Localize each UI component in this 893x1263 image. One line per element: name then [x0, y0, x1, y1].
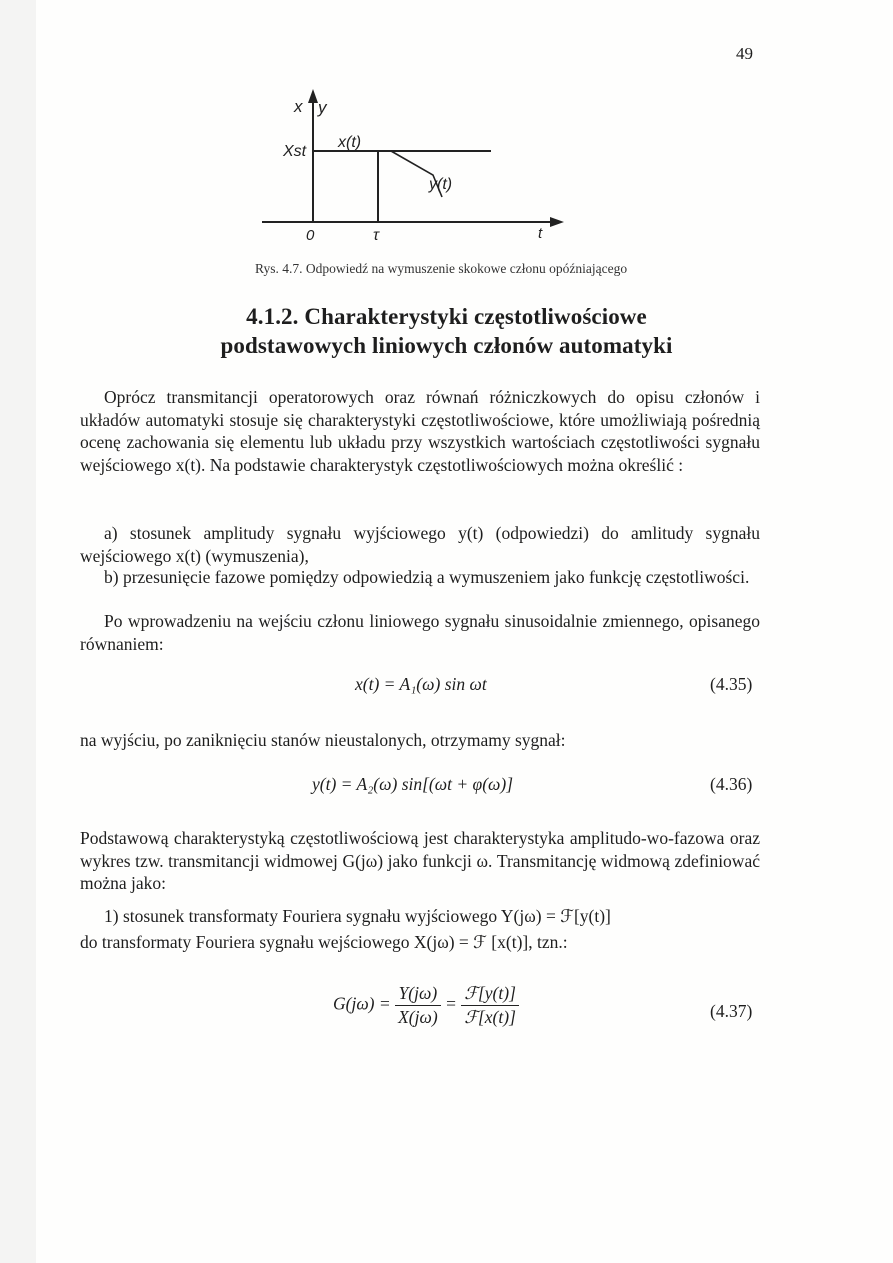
paragraph-spectral-transmittance: Podstawową charakterystyką częstotliwościową jest charakterystyka amplitudo-wo-fazowa oraz wykres tzw. transmitancji widmowej G(jω) jako funkcji ω. Transmitancję widmową zdefiniować można jako: [80, 828, 760, 894]
section-heading-line-1: 4.1.2. Charakterystyki częstotliwościowe [246, 304, 647, 329]
equation-4-37 [333, 983, 519, 1028]
eq-4-37-num-1: Y(jω) [395, 983, 441, 1006]
section-heading-line-2: podstawowych liniowych członów automatyki [220, 333, 673, 358]
list-item-1-line-1: 1) stosunek transformaty Fouriera sygnału wyjściowego Y(jω) = ℱ[y(t)] [104, 906, 611, 926]
list-item-1-line-2: do transformaty Fouriera sygnału wejściowego X(jω) = ℱ [x(t)], tzn.: [80, 932, 568, 952]
y-axis-arrow [308, 89, 318, 103]
eq-4-37-fraction-1 [395, 983, 441, 1028]
eq-4-37-den-2: ℱ[x(t)] [464, 1007, 516, 1027]
label-t: t [538, 225, 543, 242]
label-xt: x(t) [338, 134, 362, 151]
eq-4-37-equals: = [445, 993, 457, 1014]
label-y: y [318, 98, 327, 117]
label-yt: y(t) [429, 176, 453, 193]
list-item-a: a) stosunek amplitudy sygnału wyjściowego y(t) (odpowiedzi) do amlitudy sygnału wejściowego x(t) (wymuszenia), [80, 523, 760, 566]
eq-4-37-num-2: ℱ[y(t)] [461, 983, 519, 1006]
equation-number-4-37: (4.37) [710, 1001, 753, 1021]
eq-4-37-lhs: G(jω) = [333, 993, 391, 1014]
label-zero: 0 [306, 227, 315, 244]
paragraph-intro: Oprócz transmitancji operatorowych oraz równań różniczkowych do opisu członów i układów automatyki stosuje się charakterystyki częstotliwościowe, które umożliwiają pośrednią ocenę zachowania się elementu lub układu przy wszystkich wartościach częstotliwości sygnału wejściowego x(t). Na podstawie charakterystyk częstotliwościowych można określić : [80, 387, 760, 475]
equation-4-35: x(t) = A₁(ω) sin ωt [355, 674, 487, 694]
paragraph-output-signal: na wyjściu, po zaniknięciu stanów nieustalonych, otrzymamy sygnał: [80, 730, 566, 750]
equation-number-4-35: (4.35) [710, 674, 753, 694]
x-axis-arrow [550, 217, 564, 227]
list-item-b: b) przesunięcie fazowe pomiędzy odpowiedzią a wymuszeniem jako funkcję częstotliwości. [104, 567, 750, 587]
page-number: 49 [736, 44, 753, 63]
figure-caption: Rys. 4.7. Odpowiedź na wymuszenie skokowe członu opóźniającego [255, 261, 628, 276]
label-tau: τ [373, 227, 379, 244]
label-x: x [294, 97, 303, 116]
paragraph-input-signal: Po wprowadzeniu na wejściu członu liniowego sygnału sinusoidalnie zmiennego, opisanego równaniem: [80, 611, 760, 654]
eq-4-37-fraction-2 [461, 983, 519, 1028]
eq-4-37-den-1: X(jω) [398, 1007, 438, 1027]
equation-number-4-36: (4.36) [710, 774, 753, 794]
label-xst: Xst [283, 143, 307, 160]
step-response-figure [0, 0, 893, 250]
equation-4-36: y(t) = A₂(ω) sin[(ωt + φ(ω)] [312, 774, 514, 794]
